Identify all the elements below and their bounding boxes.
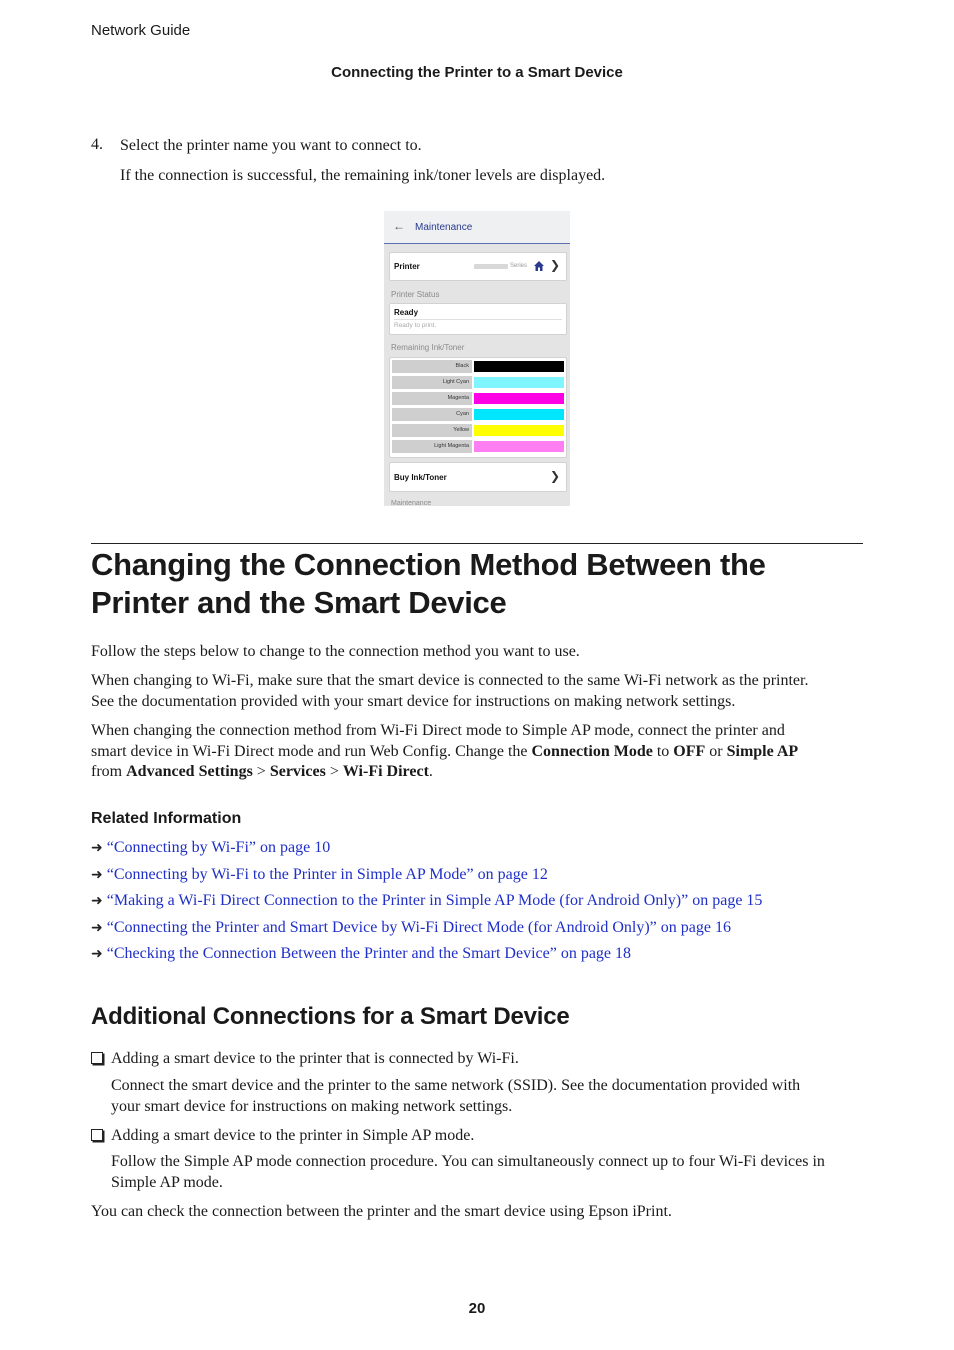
app-header-title: Maintenance	[415, 222, 473, 233]
ink-level-bar	[474, 377, 564, 388]
mode-text: .	[428, 763, 433, 780]
ink-row	[392, 392, 564, 405]
section-heading	[91, 546, 891, 622]
ink-row	[392, 408, 564, 421]
related-link-item	[91, 918, 911, 945]
status-card	[389, 303, 567, 335]
ink-row	[392, 360, 564, 373]
related-link[interactable]: “Making a Wi-Fi Direct Connection to the Printer in Simple AP Mode (for Android Only)” on page 15	[106, 892, 763, 909]
mode-text: or	[705, 742, 727, 760]
printer-series: Series	[510, 263, 528, 269]
bullet-item-2-detail	[111, 1152, 911, 1193]
printer-card	[389, 252, 567, 281]
bullet-item-1-detail-line2: your smart device for instructions on making network settings.	[111, 1097, 513, 1115]
connection-mode-term: Connection Mode	[531, 742, 653, 760]
arrow-right-icon: ➜	[91, 866, 103, 883]
closing-paragraph: You can check the connection between the printer and the smart device using Epson iPrint.	[91, 1203, 672, 1220]
ink-name: Cyan	[392, 408, 472, 421]
related-info-title: Related Information	[91, 810, 242, 827]
ink-name: Yellow	[392, 424, 472, 437]
chevron-right-icon: ❯	[550, 258, 561, 272]
arrow-left-icon: ←	[393, 219, 405, 233]
related-link[interactable]: “Connecting the Printer and Smart Device by Wi-Fi Direct Mode (for Android Only)” on page 16	[106, 918, 731, 936]
wifi-paragraph-line2: See the documentation provided with your smart device for instructions on making network settings.	[91, 692, 736, 710]
arrow-right-icon: ➜	[91, 946, 103, 962]
bullet-item-2-detail-line2: Simple AP mode.	[111, 1173, 223, 1191]
intro-paragraph: Follow the steps below to change to the connection method you want to use.	[91, 643, 580, 660]
related-link[interactable]: “Checking the Connection Between the Printer and the Smart Device” on page 18	[106, 945, 632, 962]
additional-title: Additional Connections for a Smart Device	[91, 1003, 570, 1030]
ink-name: Light Cyan	[392, 376, 472, 389]
page-number: 20	[468, 1300, 486, 1317]
ink-row	[392, 440, 564, 453]
ink-row	[392, 424, 564, 437]
ink-row	[392, 376, 564, 389]
ink-level-bar	[474, 425, 564, 436]
bullet-item-2	[91, 1126, 474, 1147]
mode-paragraph	[91, 721, 891, 783]
related-link[interactable]: “Connecting by Wi-Fi to the Printer in Simple AP Mode” on page 12	[106, 865, 548, 883]
buy-ink-label: Buy Ink/Toner	[394, 473, 447, 482]
guide-title: Network Guide	[91, 22, 191, 39]
mode-text: >	[252, 763, 270, 780]
arrow-right-icon: ➜	[91, 840, 103, 856]
bullet-item-1-detail-line1: Connect the smart device and the printer to the same network (SSID). See the documentation provided with	[111, 1077, 801, 1094]
wifi-paragraph-line1: When changing to Wi-Fi, make sure that the smart device is connected to the same Wi-Fi network as the printer.	[91, 672, 809, 689]
related-link[interactable]: “Connecting by Wi-Fi” on page 10	[106, 839, 331, 856]
section-title-line1: Changing the Connection Method Between the	[91, 547, 766, 582]
home-icon	[533, 260, 545, 272]
mode-text: to	[652, 742, 674, 760]
step-result: If the connection is successful, the remaining ink/toner levels are displayed.	[120, 167, 606, 184]
printer-status-section: Printer Status	[391, 290, 440, 299]
arrow-right-icon: ➜	[91, 919, 103, 936]
ink-card	[389, 357, 567, 458]
section-rule	[91, 543, 863, 544]
wifi-paragraph	[91, 671, 891, 712]
mode-paragraph-line1: When changing the connection method from Wi-Fi Direct mode to Simple AP mode, connect the printer and	[91, 722, 785, 739]
chapter-title: Connecting the Printer to a Smart Device	[331, 64, 623, 81]
section-title-line2: Printer and the Smart Device	[91, 585, 507, 620]
remaining-ink-section: Remaining Ink/Toner	[391, 343, 465, 352]
status-divider	[394, 319, 562, 320]
bullet-item-1-detail	[111, 1076, 911, 1117]
services-term: Services	[269, 763, 326, 780]
related-link-item	[91, 865, 911, 892]
ink-level-bar	[474, 441, 564, 452]
ink-level-bar	[474, 361, 564, 372]
ink-name: Black	[392, 360, 472, 373]
related-link-item	[91, 944, 911, 971]
mode-paragraph-line2	[91, 742, 891, 763]
mode-paragraph-line3	[91, 762, 891, 783]
ink-level-bar	[474, 393, 564, 404]
additional-heading	[91, 1003, 570, 1031]
status-detail: Ready to print.	[394, 322, 437, 329]
bullet-item-2-detail-line1: Follow the Simple AP mode connection procedure. You can simultaneously connect up to four Wi-Fi devices in	[111, 1153, 825, 1170]
off-term: OFF	[673, 742, 706, 760]
related-link-item	[91, 838, 911, 865]
ink-level-bar	[474, 409, 564, 420]
related-link-item	[91, 891, 911, 918]
buy-ink-card[interactable]	[389, 462, 567, 492]
checkbox-icon	[91, 1129, 103, 1141]
printer-label: Printer	[394, 262, 420, 271]
bullet-item-2-text: Adding a smart device to the printer in Simple AP mode.	[111, 1127, 475, 1144]
arrow-right-icon: ➜	[91, 893, 103, 909]
simple-ap-term: Simple AP	[726, 742, 799, 760]
advanced-settings-term: Advanced Settings	[126, 763, 253, 780]
checkbox-icon	[91, 1052, 103, 1064]
mode-text: smart device in Wi-Fi Direct mode and run Web Config. Change the	[91, 742, 532, 760]
ink-name: Light Magenta	[392, 440, 472, 453]
printer-model-blurred	[474, 264, 508, 269]
step-number: 4.	[91, 136, 103, 153]
step-text: Select the printer name you want to connect to.	[120, 137, 422, 154]
bullet-item-1	[91, 1049, 519, 1070]
chevron-right-icon: ❯	[550, 469, 561, 483]
mode-text: from	[91, 763, 127, 780]
mode-text: >	[325, 763, 343, 780]
maintenance-section-cut: Maintenance	[391, 500, 432, 506]
status-title: Ready	[394, 308, 419, 317]
app-header	[384, 211, 570, 244]
app-screenshot	[384, 211, 570, 506]
ink-name: Magenta	[392, 392, 472, 405]
bullet-item-1-text: Adding a smart device to the printer that is connected by Wi-Fi.	[111, 1050, 519, 1067]
wifi-direct-term: Wi-Fi Direct	[342, 763, 429, 780]
related-links-list	[91, 838, 911, 971]
